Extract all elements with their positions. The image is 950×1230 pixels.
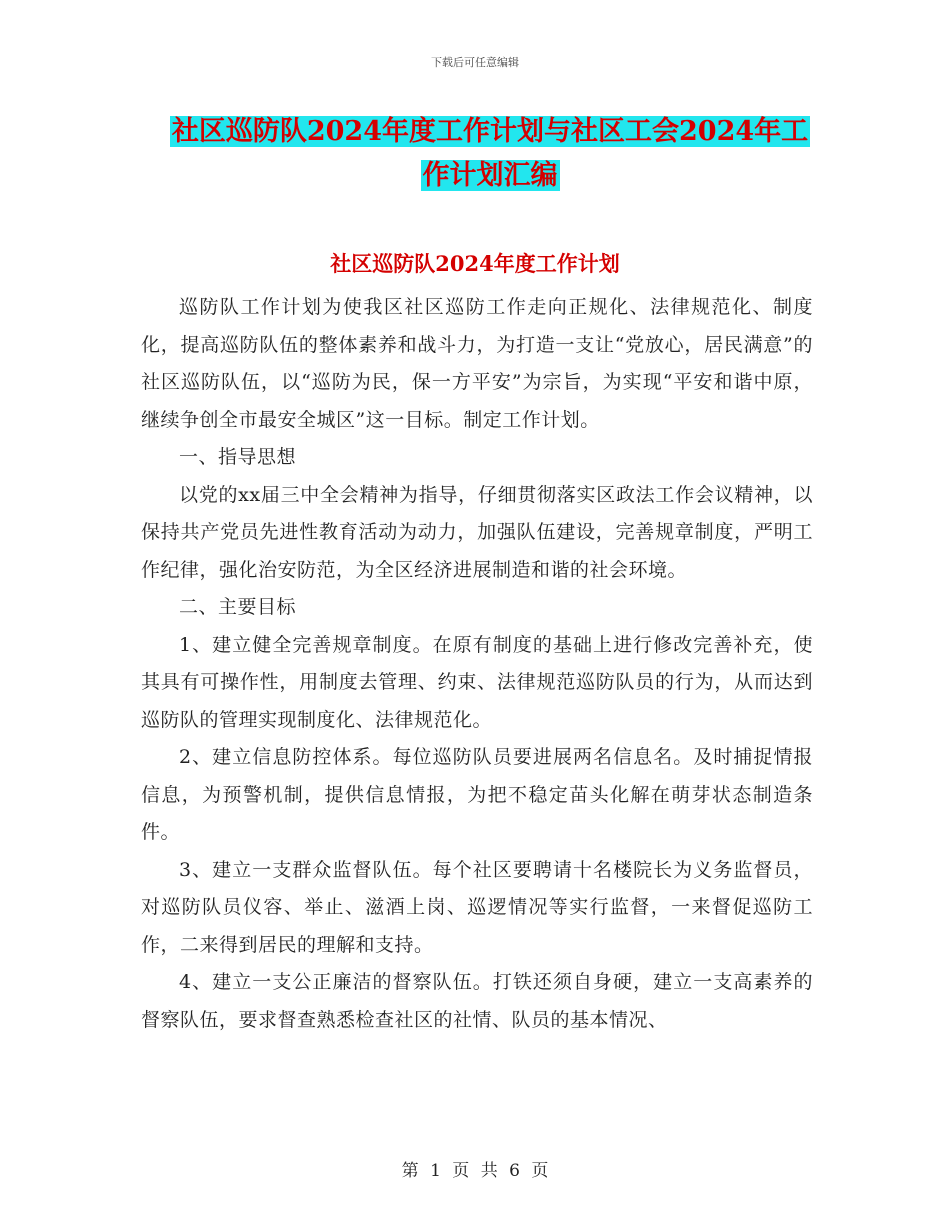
paragraph-goal-2: 2、建立信息防控体系。每位巡防队员要进展两名信息名。及时捕捉情报信息，为预警机制，提供信息情报，为把不稳定苗头化解在萌芽状态制造条件。 [141,746,813,843]
paragraph-goal-1: 1、建立健全完善规章制度。在原有制度的基础上进行修改完善补充，使其具有可操作性，用制度去管理、约束、法律规范巡防队员的行为，从而达到巡防队的管理实现制度化、法律规范化。 [141,633,813,731]
paragraph-goal-3: 3、建立一支群众监督队伍。每个社区要聘请十名楼院长为义务监督员，对巡防队员仪容、举止、滋酒上岗、巡逻情况等实行监督，一来督促巡防工作，二来得到居民的理解和支持。 [141,858,813,956]
document-title [140,110,840,198]
page-footer: 第 1 页 共 6 页 [401,1161,549,1181]
title-line-1: 社区巡防队2024年度工作计划与社区工会2024年工 [171,116,809,147]
paragraph-intro: 巡防队工作计划为使我区社区巡防工作走向正规化、法律规范化、制度化，提高巡防队伍的整体素养和战斗力，为打造一支让“党放心，居民满意”的社区巡防队伍，以“巡防为民，保一方平安”为宗旨，为实现“平安和谐中原，继续争创全市最安全城区”这一目标。制定工作计划。 [141,296,813,431]
paragraph-guiding-thought: 以党的xx届三中全会精神为指导，仔细贯彻落实区政法工作会议精神，以保持共产党员先进性教育活动为动力，加强队伍建设，完善规章制度，严明工作纪律，强化治安防范，为全区经济进展制造和谐的社会环境。 [141,483,813,581]
section-title: 社区巡防队2024年度工作计划 [330,251,620,276]
document-body [141,289,813,1039]
paragraph-goal-4: 4、建立一支公正廉洁的督察队伍。打铁还须自身硬，建立一支高素养的督察队伍，要求督查熟悉检查社区的社情、队员的基本情况、 [141,971,813,1031]
header-note: 下载后可任意编辑 [431,56,519,69]
heading-main-goals: 二、主要目标 [179,596,297,618]
heading-guiding-thought: 一、指导思想 [179,446,297,468]
title-line-2: 作计划汇编 [422,160,558,191]
